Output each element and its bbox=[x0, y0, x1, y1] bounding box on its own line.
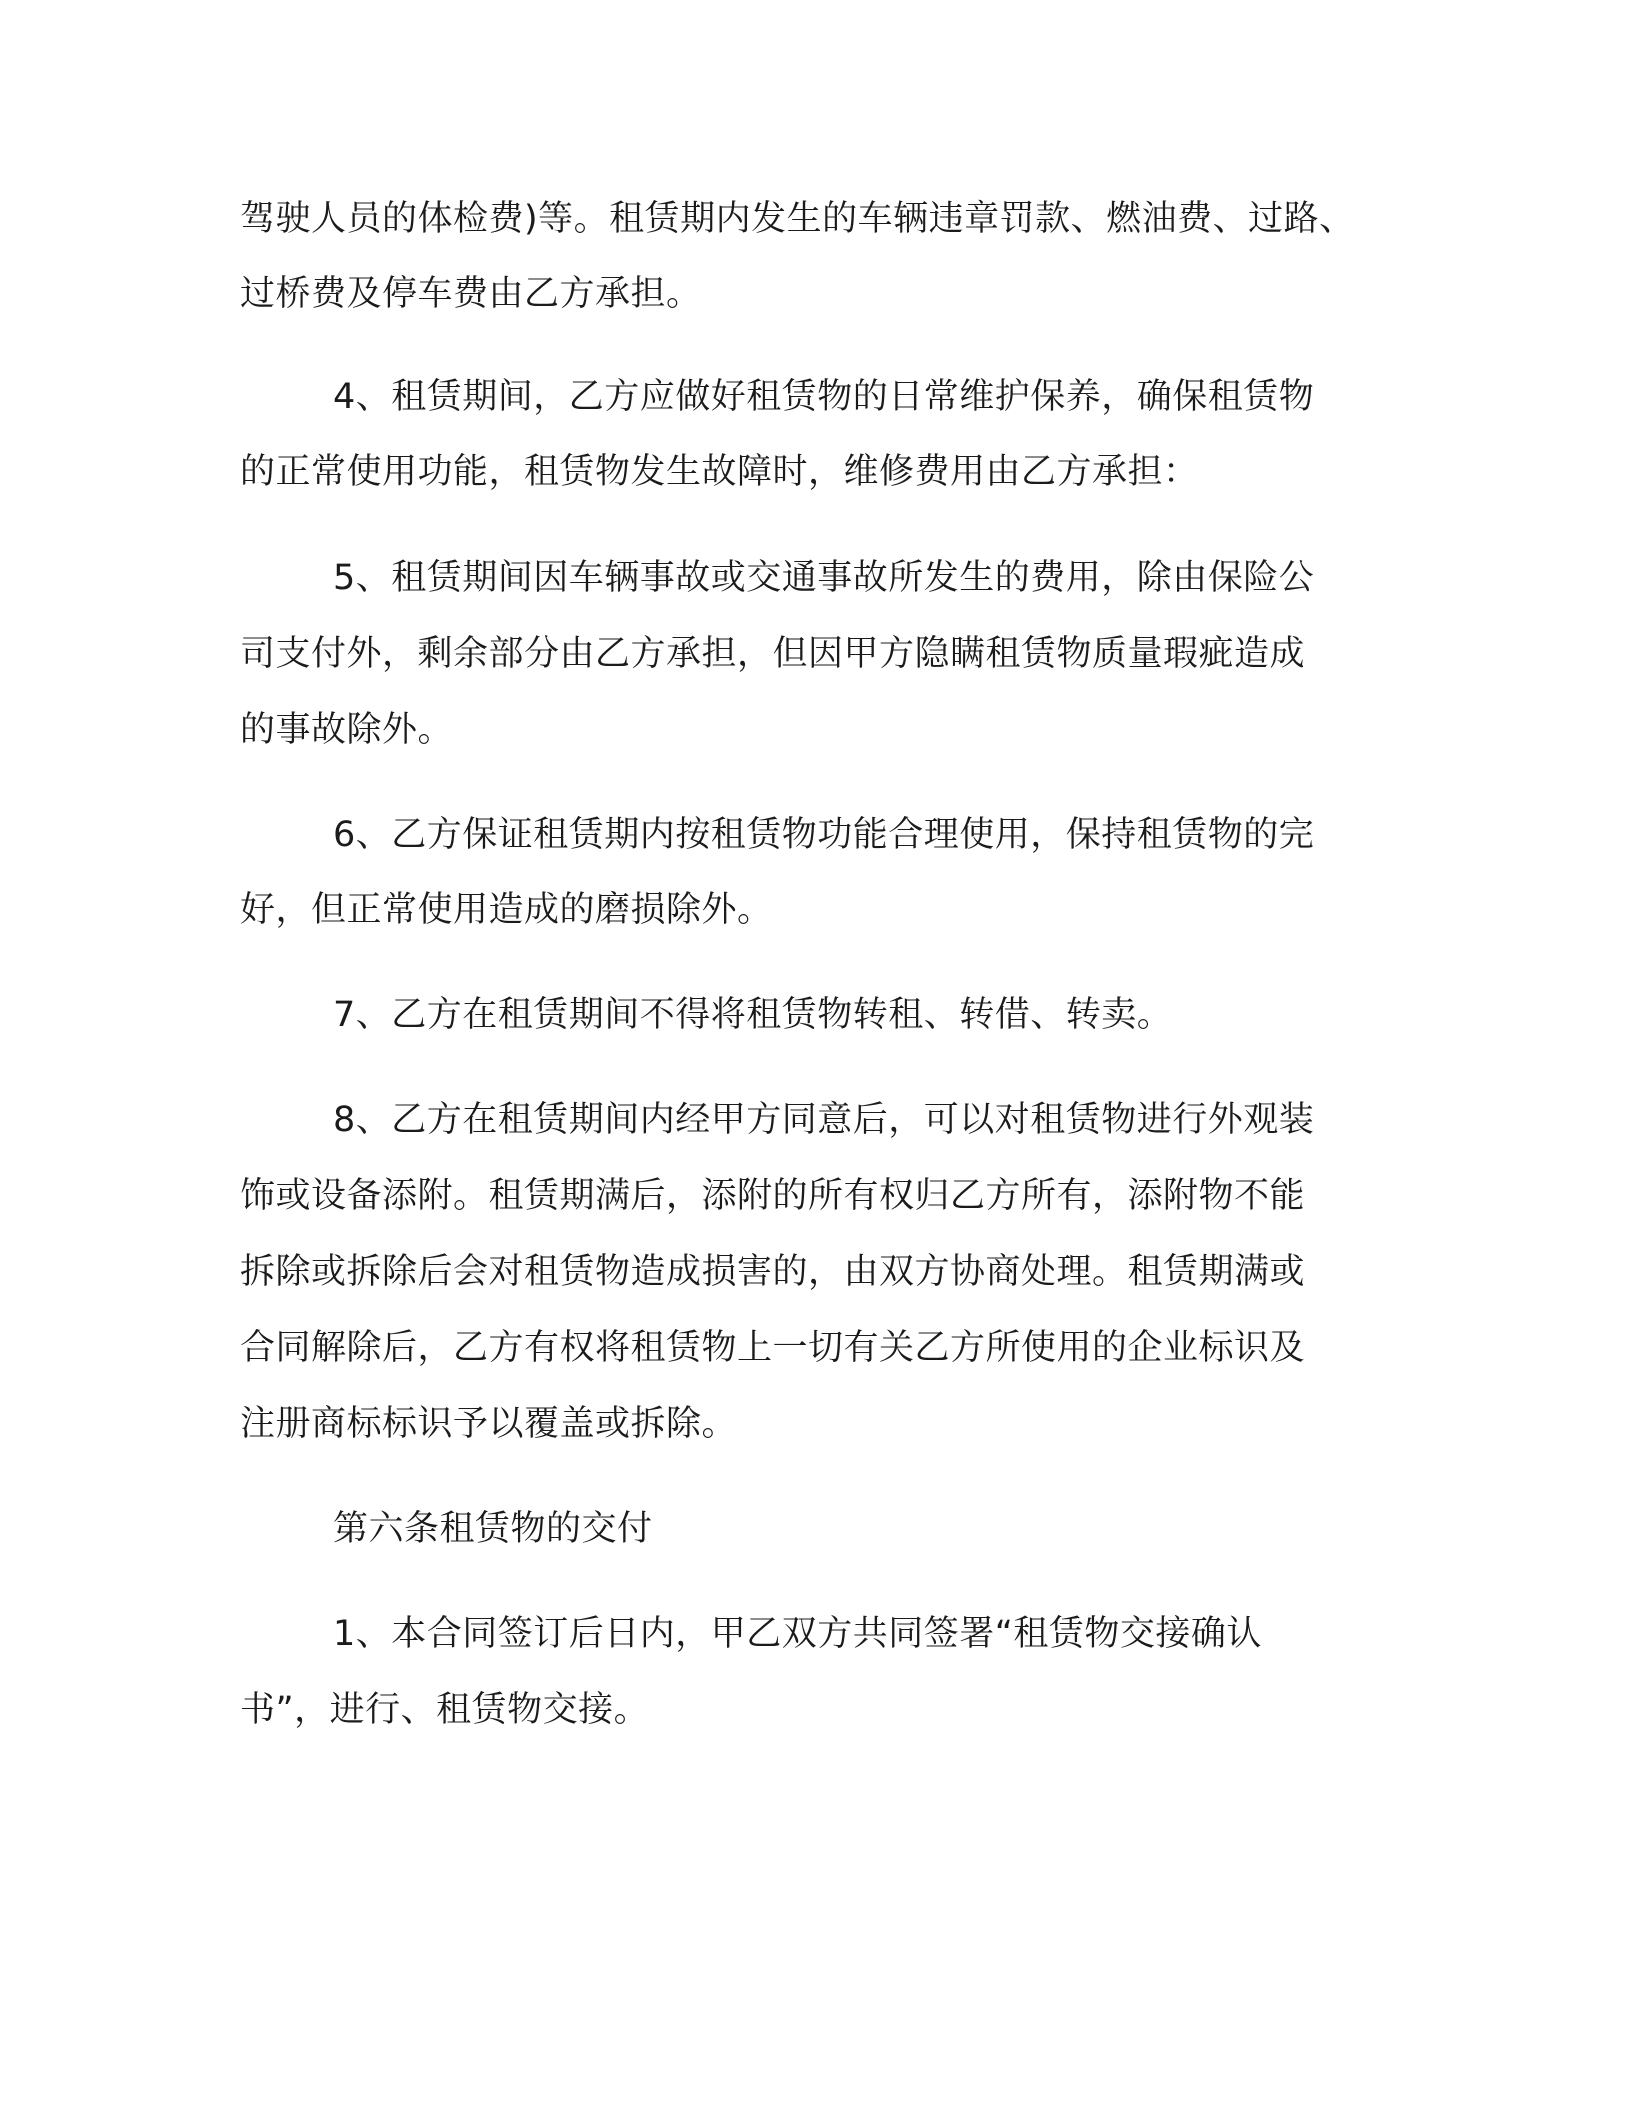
paragraph-line: 好，但正常使用造成的磨损除外。 bbox=[240, 890, 773, 930]
paragraph-line: 书”，进行、租赁物交接。 bbox=[240, 1690, 650, 1730]
paragraph-line: 注册商标标识予以覆盖或拆除。 bbox=[240, 1404, 738, 1444]
paragraph-line: 司支付外，剩余部分由乙方承担，但因甲方隐瞒租赁物质量瑕疵造成 bbox=[240, 634, 1306, 674]
paragraph-line: 过桥费及停车费由乙方承担。 bbox=[240, 274, 702, 314]
paragraph-line: 6、乙方保证租赁期内按租赁物功能合理使用，保持租赁物的完 bbox=[333, 815, 1315, 855]
section-heading: 第六条租赁物的交付 bbox=[333, 1509, 653, 1549]
paragraph-line: 7、乙方在租赁期间不得将租赁物转租、转借、转卖。 bbox=[333, 995, 1173, 1035]
paragraph-line: 8、乙方在租赁期间内经甲方同意后，可以对租赁物进行外观装 bbox=[333, 1100, 1315, 1140]
paragraph-line: 的事故除外。 bbox=[240, 710, 454, 750]
paragraph-line: 驾驶人员的体检费)等。租赁期内发生的车辆违章罚款、燃油费、过路、 bbox=[240, 199, 1355, 239]
paragraph-line: 5、租赁期间因车辆事故或交通事故所发生的费用，除由保险公 bbox=[333, 558, 1315, 598]
paragraph-line: 拆除或拆除后会对租赁物造成损害的，由双方协商处理。租赁期满或 bbox=[240, 1252, 1306, 1292]
paragraph-line: 4、租赁期间，乙方应做好租赁物的日常维护保养，确保租赁物 bbox=[333, 377, 1315, 417]
paragraph-line: 的正常使用功能，租赁物发生故障时，维修费用由乙方承担： bbox=[240, 452, 1199, 492]
paragraph-line: 饰或设备添附。租赁期满后，添附的所有权归乙方所有，添附物不能 bbox=[240, 1176, 1306, 1216]
paragraph-line: 合同解除后，乙方有权将租赁物上一切有关乙方所使用的企业标识及 bbox=[240, 1328, 1306, 1368]
paragraph-line: 1、本合同签订后日内，甲乙双方共同签署“租赁物交接确认 bbox=[333, 1614, 1262, 1654]
